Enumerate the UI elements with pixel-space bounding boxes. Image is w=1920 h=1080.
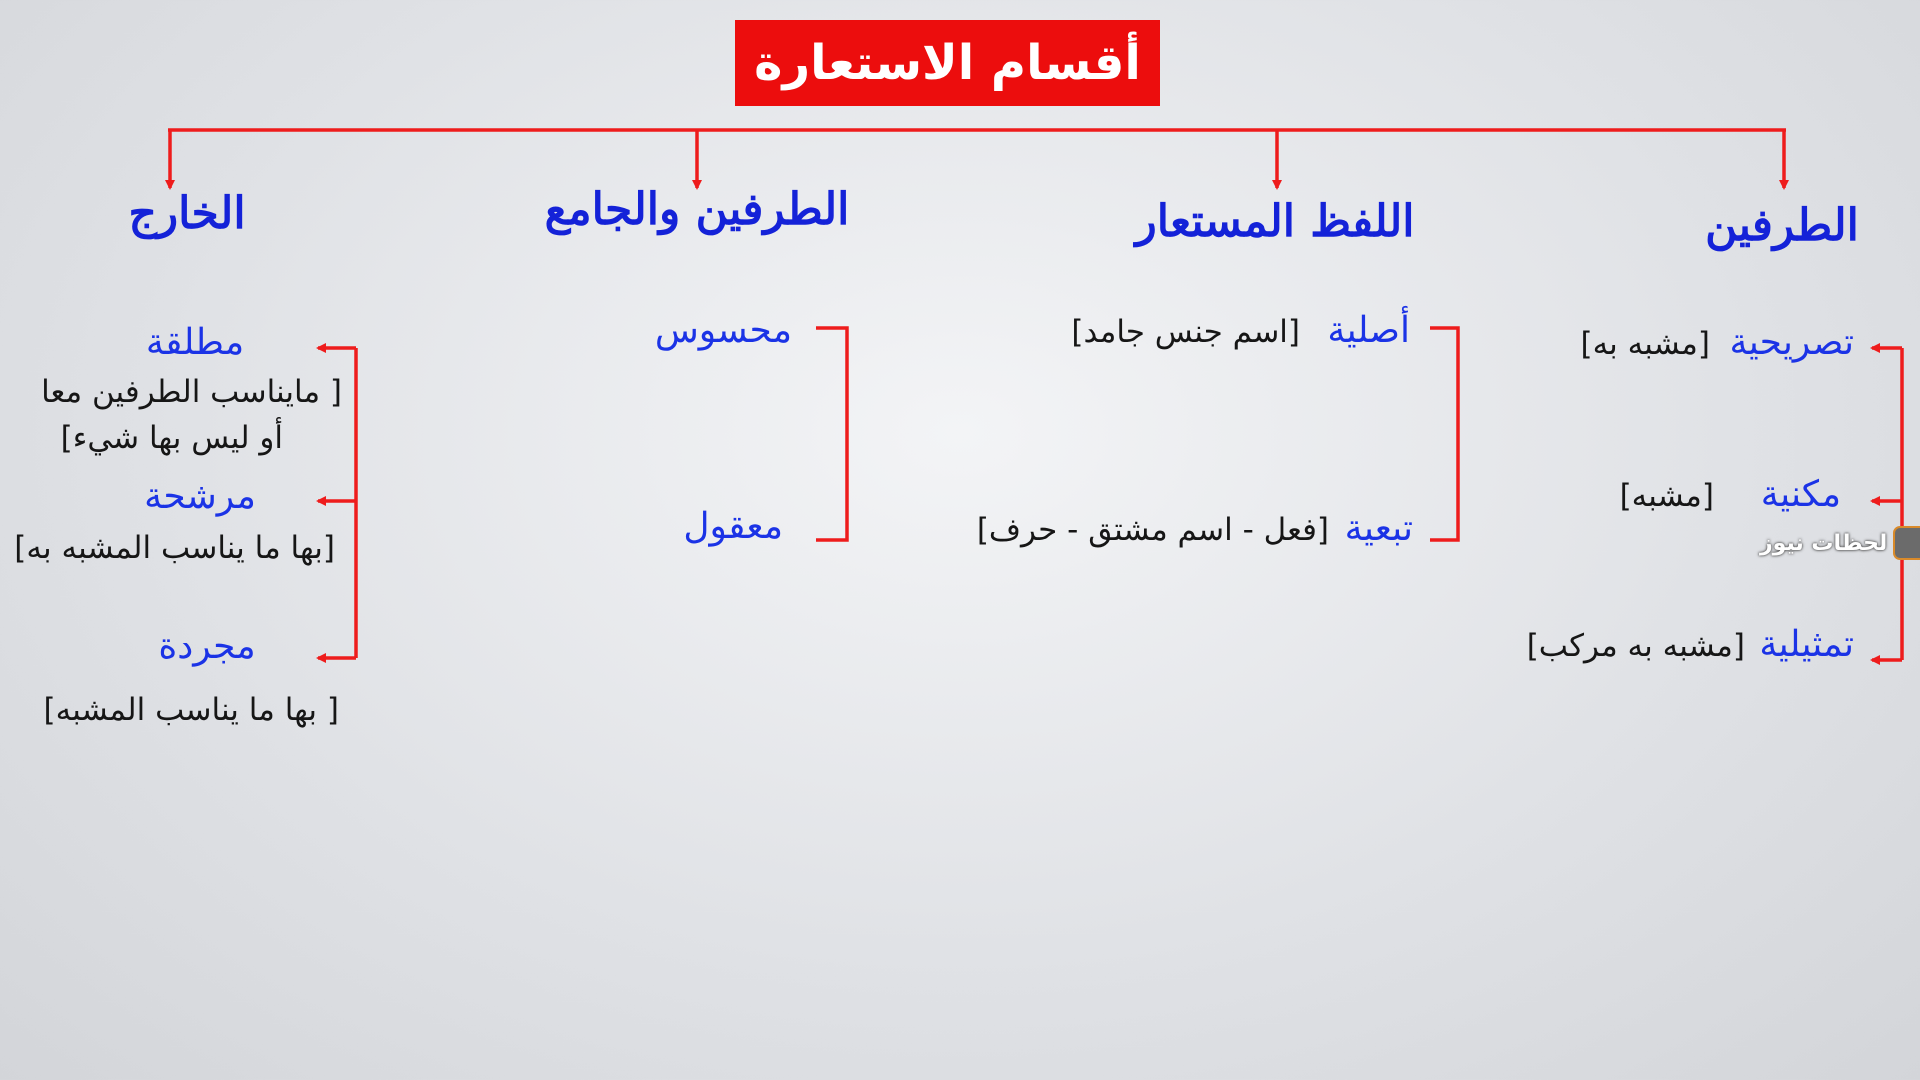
note-mujarrada: [ بها ما يناسب المشبه] [43, 692, 339, 728]
note-mutlaqa-line1: [ مايناسب الطرفين معا [41, 374, 342, 410]
title-box [735, 20, 1160, 106]
label-tamthiliyya: تمثيلية [1759, 624, 1854, 665]
bracket-lafz [1430, 328, 1458, 540]
heading-tarafain-jaami: الطرفين والجامع [544, 184, 850, 235]
note-asliyya: [اسم جنس جامد] [1071, 314, 1300, 350]
label-asliyya: أصلية [1327, 310, 1410, 351]
heading-lafz-mustaar: اللفظ المستعار [1135, 196, 1415, 247]
heading-khaarij: الخارج [128, 188, 246, 239]
label-maaqool: معقول [683, 506, 783, 547]
note-tasrihiyya: [مشبه به] [1580, 326, 1710, 362]
bracket-tarafain-jaami [816, 328, 847, 540]
watermark-text: لحظات نيوز [1760, 530, 1888, 556]
label-mujarrada: مجردة [158, 626, 256, 667]
page-title: أقسام الاستعارة [754, 35, 1141, 91]
label-mahsoos: محسوس [654, 310, 792, 351]
label-murashshaha: مرشحة [144, 476, 256, 517]
watermark-logo-icon [1893, 526, 1920, 560]
note-tamthiliyya: [مشبه به مركب] [1526, 628, 1745, 664]
label-mutlaqa: مطلقة [145, 322, 245, 363]
heading-tarafain: الطرفين [1705, 200, 1859, 251]
note-makniyya: [مشبه] [1619, 478, 1714, 514]
watermark [1760, 526, 1920, 560]
note-murashshaha: [بها ما يناسب المشبه به] [14, 530, 335, 566]
note-tabaiyya: [فعل - اسم مشتق - حرف] [976, 512, 1329, 548]
label-tasrihiyya: تصريحية [1729, 322, 1854, 363]
label-tabaiyya: تبعية [1344, 508, 1413, 549]
label-makniyya: مكنية [1760, 474, 1841, 515]
note-mutlaqa-line2: أو ليس بها شيء] [60, 420, 283, 456]
